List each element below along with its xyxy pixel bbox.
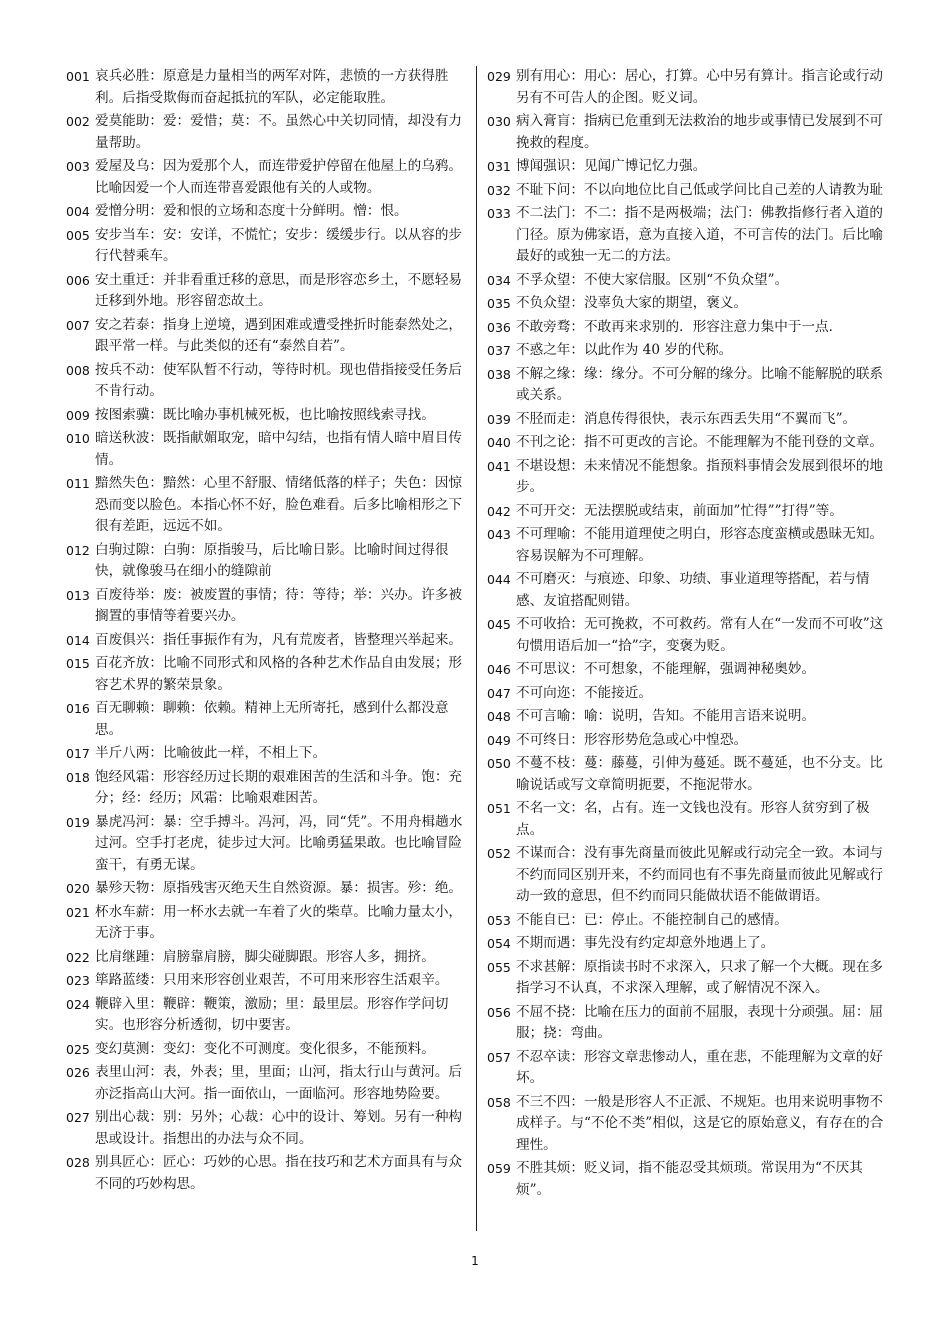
entry-text: 不可终日：形容形势危急或心中惶恐。: [516, 731, 748, 748]
entry-number: 008: [66, 362, 90, 378]
page-number: 1: [471, 1254, 479, 1268]
entry-number: 050: [487, 756, 511, 771]
entry-text: 不可理喻：不能用道理使之明白，形容态度蛮横或愚昧无知。容易误解为不可理解。: [516, 526, 884, 564]
entry-text: 安之若泰：指身上逆境，遇到困难或遭受挫折时能泰然处之，跟平常一样。与此类似的还有“泰然自若”。: [95, 316, 463, 354]
idiom-entry: [487, 1047, 887, 1090]
entry-number: 035: [487, 296, 511, 311]
entry-text: 不胫而走：消息传得很快，表示东西丢失用“不翼而飞”。: [516, 410, 857, 427]
entry-number: 038: [487, 366, 511, 382]
idiom-entry: [487, 730, 887, 752]
entry-number: 028: [66, 1155, 90, 1170]
entry-number: 043: [487, 527, 511, 542]
entry-number: 057: [487, 1049, 511, 1065]
idiom-entry: [66, 225, 466, 268]
idiom-entry: [487, 706, 887, 728]
entry-text: 不刊之论：指不可更改的言论。不能理解为不能刊登的文章。: [516, 434, 884, 450]
idiom-entry: [66, 1039, 466, 1061]
entry-text: 不二法门：不二：指不是两极端；法门：佛教指修行者入道的门径。原为佛家语，意为直接入道，不可言传的法门。后比喻最好的或独一无二的方法。: [516, 205, 884, 264]
entry-number: 059: [487, 1161, 511, 1176]
idiom-entry: [487, 910, 887, 932]
entry-number: 037: [487, 343, 511, 358]
entry-text: 爱莫能助：爱：爱惜；莫：不。虽然心中关切同情，却没有力量帮助。: [95, 113, 463, 151]
entry-number: 051: [487, 801, 511, 816]
idiom-entry: [487, 659, 887, 681]
idiom-entry: [487, 270, 887, 292]
idiom-entry: [66, 156, 466, 199]
entry-number: 036: [487, 319, 511, 335]
idiom-entry: [487, 317, 887, 339]
idiom-entry: [66, 1107, 466, 1150]
idiom-entry: [487, 957, 887, 1000]
entry-text: 不蔓不枝：蔓：藤蔓，引伸为蔓延。既不蔓延，也不分支。比喻说话或写文章简明扼要，不拖泥带水。: [516, 755, 884, 793]
entry-number: 047: [487, 685, 511, 701]
entry-text: 不堪设想：未来情况不能想象。指预料事情会发展到很坏的地步。: [516, 457, 884, 495]
entry-text: 不负众望：没辜负大家的期望，褒义。: [516, 295, 748, 311]
entry-text: 不可磨灭：与痕迹、印象、功绩、事业道理等搭配，若与情感、友谊搭配则错。: [516, 571, 870, 609]
idiom-entry: [66, 66, 466, 109]
idiom-entry: [487, 340, 887, 362]
idiom-entry: [66, 428, 466, 471]
entry-text: 爱憎分明：爱和恨的立场和态度十分鲜明。憎：恨。: [95, 203, 408, 219]
entry-number: 011: [66, 476, 90, 491]
idiom-entry: [66, 315, 466, 358]
entry-text: 不忍卒读：形容文章悲惨动人，重在悲，不能理解为文章的好坏。: [516, 1048, 884, 1086]
entry-number: 020: [66, 881, 90, 896]
entry-text: 不惑之年：以此作为 40 岁的代称。: [516, 342, 733, 358]
idiom-entry: [487, 1158, 887, 1201]
entry-text: 百花齐放：比喻不同形式和风格的各种艺术作品自由发展；形容艺术界的繁荣景象。: [95, 655, 463, 693]
entry-number: 046: [487, 662, 511, 677]
idiom-entry: [487, 432, 887, 454]
entry-text: 百无聊赖：聊赖：依赖。精神上无所寄托，感到什么都没意思。: [95, 700, 449, 738]
entry-text: 别有用心：用心：居心，打算。心中另有算计。指言论或行动另有不可告人的企图。贬义词。: [516, 68, 884, 106]
idiom-entry: [487, 683, 887, 705]
entry-text: 安土重迁：并非看重迁移的意思，而是形容恋乡土，不愿轻易迁移到外地。形容留恋故土。: [95, 271, 463, 309]
entry-number: 045: [487, 617, 511, 632]
idiom-entry: [66, 970, 466, 992]
idiom-entry: [487, 843, 887, 908]
idiom-entry: [487, 524, 887, 567]
idiom-entry: [487, 293, 887, 315]
idiom-entry: [487, 111, 887, 154]
entry-text: 不可收拾：无可挽救，不可救药。常有人在“一发而不可收”这句惯用语后加一“拾”字，变褒为贬。: [516, 616, 884, 654]
entry-text: 不敢旁骛：不敢再来求别的．形容注意力集中于一点．: [516, 318, 843, 335]
entry-number: 058: [487, 1094, 511, 1110]
entry-number: 009: [66, 407, 90, 423]
entry-text: 别出心裁：别：另外；心裁：心中的设计、筹划。另有一种构思或设计。指想出的办法与众不同。: [95, 1109, 463, 1147]
entry-text: 变幻莫测：变幻：变化不可测度。变化很多，不能预料。: [95, 1040, 435, 1057]
idiom-entry: [66, 405, 466, 427]
entry-text: 筚路蓝缕：只用来形容创业艰苦，不可用来形容生活艰辛。: [95, 972, 449, 988]
idiom-entry: [487, 569, 887, 612]
entry-number: 033: [487, 206, 511, 221]
idiom-entry: [66, 630, 466, 652]
entry-text: 百废俱兴：指任事振作有为，凡有荒废者，皆整理兴举起来。: [95, 631, 463, 648]
entry-number: 040: [487, 435, 511, 450]
column-divider: [476, 66, 477, 1231]
idiom-entry: [66, 653, 466, 696]
entry-number: 024: [66, 996, 90, 1012]
idiom-entry: [487, 753, 887, 796]
entry-text: 半斤八两：比喻彼此一样，不相上下。: [95, 745, 327, 761]
entry-number: 006: [66, 272, 90, 288]
entry-text: 按兵不动：使军队暂不行动，等待时机。现也借指接受任务后不肯行动。: [95, 361, 463, 399]
idiom-entry: [487, 1002, 887, 1045]
entry-text: 不耻下问：不以向地位比自己低或学问比自己差的人请教为耻: [516, 181, 884, 198]
entry-text: 不屈不挠：比喻在压力的面前不屈服，表现十分顽强。屈：屈服；挠：弯曲。: [516, 1003, 884, 1041]
idiom-entry: [66, 540, 466, 583]
entry-number: 055: [487, 959, 511, 975]
entry-number: 005: [66, 227, 90, 243]
idiom-entry: [66, 1062, 466, 1105]
entry-number: 039: [487, 411, 511, 427]
idiom-entry: [487, 798, 887, 841]
entry-text: 鞭辟入里：鞭辟：鞭策，激励；里：最里层。形容作学问切实。也形容分析透彻，切中要害。: [95, 995, 449, 1033]
entry-text: 百废待举：废：被废置的事情；待：等待；举：兴办。许多被搁置的事情等着要兴办。: [95, 586, 463, 624]
idiom-entry: [487, 364, 887, 407]
idiom-entry: [66, 767, 466, 810]
entry-text: 不三不四：一般是形容人不正派、不规矩。也用来说明事物不成样子。与“不伦不类”相似，这是它的原始意义，有存在的合理性。: [516, 1093, 884, 1153]
entry-number: 031: [487, 159, 511, 174]
idiom-entry: [66, 360, 466, 403]
entry-text: 饱经风霜：形容经历过长期的艰难困苦的生活和斗争。饱：充分；经：经历；风霜：比喻艰难困苦。: [95, 768, 463, 806]
entry-text: 暗送秋波：既指献媚取宠，暗中勾结，也指有情人暗中眉目传情。: [95, 430, 463, 468]
idiom-entry: [66, 1152, 466, 1195]
idiom-entry: [66, 812, 466, 877]
idiom-entry: [487, 614, 887, 657]
entry-number: 015: [66, 656, 90, 671]
entry-text: 不期而遇：事先没有约定却意外地遇上了。: [516, 935, 775, 951]
entry-text: 不可向迩：不能接近。: [516, 684, 652, 701]
entry-text: 表里山河：表，外表；里，里面；山河，指太行山与黄河。后亦泛指高山大河。指一面依山，一面临河。形容地势险要。: [95, 1064, 463, 1102]
entry-number: 001: [66, 69, 90, 84]
right-column: [487, 66, 887, 1203]
entry-number: 003: [66, 159, 90, 174]
idiom-entry: [487, 501, 887, 523]
entry-text: 不可开交：无法摆脱或结束，前面加”忙得””打得”等。: [516, 502, 843, 519]
left-column: [66, 66, 466, 1197]
entry-number: 019: [66, 814, 90, 830]
idiom-entry: [66, 947, 466, 969]
entry-number: 034: [487, 272, 511, 288]
entry-text: 杯水车薪：用一杯水去就一车着了火的柴草。比喻力量太小，无济于事。: [95, 903, 463, 941]
idiom-entry: [66, 270, 466, 313]
entry-text: 不孚众望：不使大家信服。区别“不负众望”。: [516, 271, 789, 288]
entry-text: 安步当车：安：安详，不慌忙；安步：缓缓步行。以从容的步行代替乘车。: [95, 226, 463, 264]
entry-number: 030: [487, 114, 511, 129]
entry-number: 012: [66, 542, 90, 558]
entry-number: 010: [66, 431, 90, 446]
entry-number: 027: [66, 1110, 90, 1125]
idiom-entry: [487, 1092, 887, 1157]
entry-number: 049: [487, 732, 511, 748]
entry-number: 032: [487, 182, 511, 198]
entry-text: 哀兵必胜：原意是力量相当的两军对阵，悲愤的一方获得胜利。后指受欺侮而奋起抵抗的军队，必定能取胜。: [95, 68, 449, 106]
entry-number: 054: [487, 936, 511, 951]
entry-text: 不解之缘：缘：缘分。不可分解的缘分。比喻不能解脱的联系或关系。: [516, 365, 884, 403]
idiom-entry: [66, 994, 466, 1037]
idiom-entry: [66, 878, 466, 900]
entry-text: 不谋而合：没有事先商量而彼此见解或行动完全一致。本词与不约而同区别开来，不约而同也有不事先商量而彼此见解或行动一致的意思，但不约而同只能做状语不能做谓语。: [516, 845, 884, 904]
idiom-entry: [487, 66, 887, 109]
entry-text: 白驹过隙：白驹：原指骏马，后比喻日影。比喻时间过得很快，就像骏马在细小的缝隙前: [95, 541, 449, 579]
entry-number: 023: [66, 973, 90, 988]
idiom-entry: [66, 111, 466, 154]
idiom-entry: [66, 743, 466, 765]
idiom-entry: [487, 456, 887, 499]
entry-number: 014: [66, 632, 90, 648]
entry-number: 007: [66, 317, 90, 333]
entry-number: 026: [66, 1065, 90, 1080]
entry-text: 比肩继踵：肩膀靠肩膀，脚尖碰脚跟。形容人多，拥挤。: [95, 948, 435, 965]
entry-text: 不名一文：名，占有。连一文钱也没有。形容人贫穷到了极点。: [516, 800, 870, 838]
idiom-entry: [66, 902, 466, 945]
entry-text: 不能自已：已：停止。不能控制自己的感情。: [516, 911, 788, 928]
entry-number: 022: [66, 949, 90, 965]
entry-number: 052: [487, 846, 511, 861]
entry-number: 053: [487, 912, 511, 928]
idiom-entry: [487, 409, 887, 431]
idiom-entry: [66, 585, 466, 628]
entry-number: 048: [487, 709, 511, 724]
entry-text: 暴虎冯河：暴：空手搏斗。冯河，冯，同“凭”。不用舟楫趟水过河。空手打老虎，徒步过大河。比喻勇猛果敢。也比喻冒险蛮干，有勇无谋。: [95, 813, 463, 873]
entry-number: 017: [66, 746, 90, 761]
entry-number: 018: [66, 769, 90, 785]
entry-number: 002: [66, 114, 90, 129]
entry-text: 不胜其烦：贬义词，指不能忍受其烦琐。常误用为“不厌其烦”。: [516, 1160, 863, 1198]
entry-text: 不可言喻：喻：说明，告知。不能用言语来说明。: [516, 708, 816, 724]
idiom-entry: [487, 156, 887, 178]
entry-number: 004: [66, 204, 90, 219]
entry-number: 041: [487, 458, 511, 474]
entry-text: 病入膏肓：指病已危重到无法救治的地步或事情已发展到不可挽救的程度。: [516, 113, 884, 151]
entry-number: 013: [66, 587, 90, 603]
idiom-entry: [487, 203, 887, 268]
entry-number: 016: [66, 701, 90, 716]
idiom-entry: [66, 698, 466, 741]
entry-text: 按图索骥：既比喻办事机械死板，也比喻按照线索寻找。: [95, 406, 435, 423]
entry-text: 不可思议：不可想象，不能理解，强调神秘奥妙。: [516, 661, 816, 677]
entry-text: 暴殄天物：原指残害灭绝天生自然资源。暴：损害。殄：绝。: [95, 880, 463, 896]
entry-text: 爱屋及乌：因为爱那个人，而连带爱护停留在他屋上的乌鸦。比喻因爱一个人而连带喜爱跟他有关的人或物。: [95, 158, 463, 196]
entry-number: 025: [66, 1041, 90, 1057]
entry-number: 021: [66, 904, 90, 920]
entry-text: 黯然失色：黯然：心里不舒服、情绪低落的样子；失色：因惊恐而变以脸色。本指心怀不好，脸色难看。后多比喻相形之下很有差距，远远不如。: [95, 475, 463, 534]
idiom-entry: [66, 473, 466, 538]
entry-text: 不求甚解：原指读书时不求深入，只求了解一个大概。现在多指学习不认真，不求深入理解，或了解情况不深入。: [516, 958, 884, 996]
idiom-entry: [487, 180, 887, 202]
entry-number: 056: [487, 1004, 511, 1020]
entry-number: 044: [487, 572, 511, 587]
idiom-entry: [66, 201, 466, 223]
entry-number: 042: [487, 503, 511, 519]
entry-number: 029: [487, 69, 511, 84]
entry-text: 别具匠心：匠心：巧妙的心思。指在技巧和艺术方面具有与众不同的巧妙构思。: [95, 1154, 463, 1192]
entry-text: 博闻强识：见闻广博记忆力强。: [516, 158, 707, 174]
idiom-entry: [487, 933, 887, 955]
